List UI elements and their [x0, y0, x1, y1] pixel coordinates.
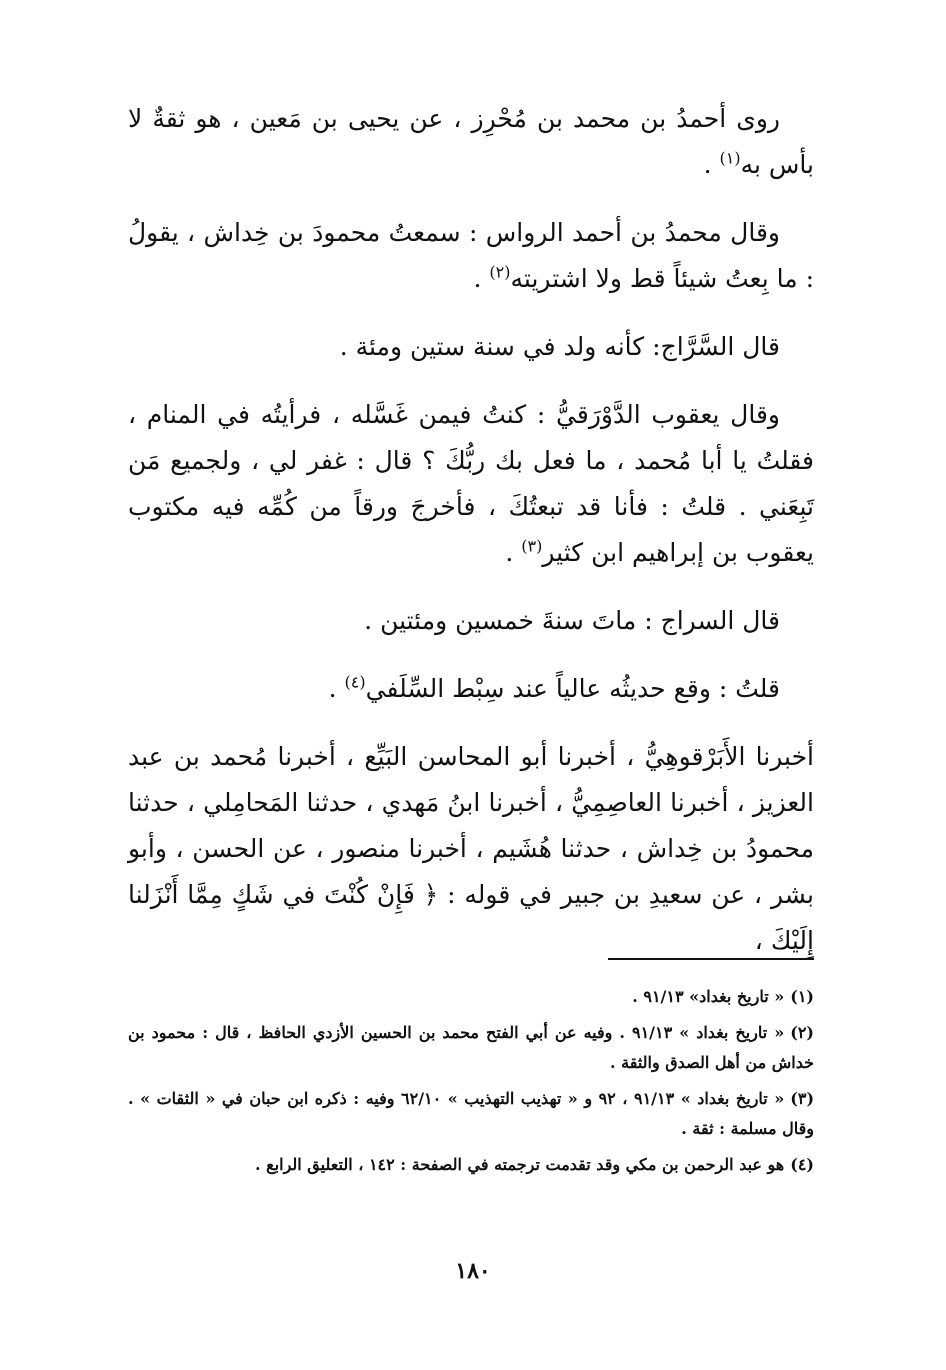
paragraph-1: روى أحمدُ بن محمد بن مُحْرِز ، عن يحيى بن مَعين ، هو ثقةٌ لا بأس به$^{(١)}$ .: [128, 104, 814, 179]
footnote-text: « تاريخ بغداد » ٩١/١٣ ، ٩٢ و « تهذيب التهذيب » ٦٢/١٠ وفيه : ذكره ابن حبان في « الثقات » . وقال مسلمة : ثقة .: [128, 1089, 814, 1138]
footnote-2: [128, 1018, 814, 1078]
paragraph-3: قال السَّرَّاج: كأنه ولد في سنة ستين ومئة .: [339, 332, 780, 361]
footnote-text: « تاريخ بغداد» ٩١/١٣ .: [632, 987, 785, 1006]
footnote-number: (١): [790, 987, 814, 1006]
footnote-text: « تاريخ بغداد » ٩١/١٣ . وفيه عن أبي الفتح محمد بن الحسين الأزدي الحافظ ، قال : محمود بن خداش من أهل الصدق والثقة .: [128, 1023, 814, 1072]
footnote-ref-3[interactable]: (٣): [521, 536, 543, 556]
paragraph-7: أخبرنا الأَبَرْقوهِيُّ ، أخبرنا أبو المحاسن البَيِّع ، أخبرنا مُحمد بن عبد العزيز ، أخبرنا العاصِمِيُّ ، أخبرنا ابنُ مَهدي ، حدثنا المَحامِلي ، حدثنا محمودُ بن خِداش ، حدثنا هُشَيم ، أخبرنا منصور ، عن الحسن ، وأبو بشر ، عن سعيدِ بن جبير في قوله : ﴿ فَإِنْ كُنْتَ في شَكٍ مِمَّا أَنْزَلنا إِلَيْكَ ،: [128, 742, 814, 955]
footnote-text: هو عبد الرحمن بن مكي وقد تقدمت ترجمته في الصفحة : ١٤٢ ، التعليق الرابع .: [255, 1155, 785, 1174]
footnote-divider: [608, 958, 814, 960]
footnote-number: (٢): [790, 1023, 814, 1042]
paragraph-2: وقال محمدُ بن أحمد الرواس : سمعتُ محمودَ بن خِداش ، يقولُ : ما بِعتُ شيئاً قط ولا اشتريته$^{(٢)}$ .: [128, 218, 814, 293]
footnote-ref-4[interactable]: (٤): [344, 672, 366, 692]
page-number: ١٨٠: [455, 1258, 491, 1284]
paragraph-4: وقال يعقوب الدَّوْرَقيُّ : كنتُ فيمن غَسَّله ، فرأيتُه في المنام ، فقلتُ يا أبا مُحمد ، ما فعل بك ربُّكَ ؟ قال : غفر لي ، ولجميع مَن تَبِعَني . قلتُ : فأنا قد تبعتُكَ ، فأخرجَ ورقاً من كُمِّه فيه مكتوب يعقوب بن إبراهيم ابن كثير$^{(٣)}$ .: [128, 400, 814, 567]
footnote-number: (٤): [790, 1155, 814, 1174]
paragraph-5: قال السراج : ماتَ سنةَ خمسين ومئتين .: [364, 606, 780, 635]
main-text: [128, 96, 814, 964]
footnote-1: [128, 982, 814, 1012]
footnote-4: [128, 1150, 814, 1180]
footnote-ref-1[interactable]: (١): [719, 148, 741, 168]
paragraph-6: قلتُ : وقع حديثُه عالياً عند سِبْط السِّلَفي$^{(٤)}$ .: [328, 672, 780, 703]
footnote-number: (٣): [790, 1089, 815, 1108]
footnote-3: [128, 1084, 814, 1144]
footnote-ref-2[interactable]: (٢): [489, 262, 511, 282]
footnotes: [128, 982, 814, 1186]
